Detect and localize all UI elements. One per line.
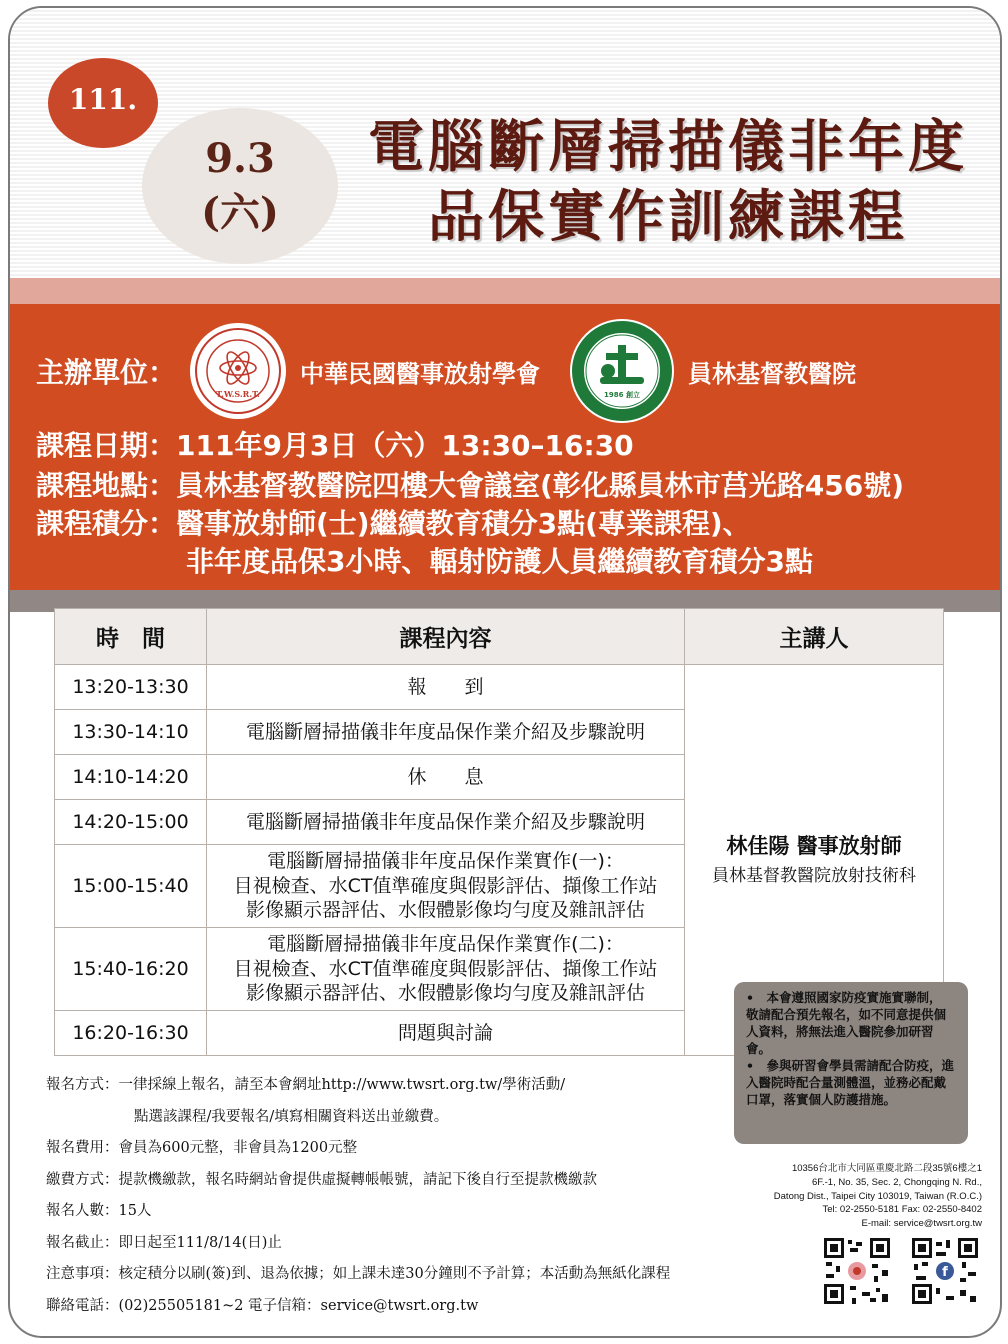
phone-fax: Tel: 02-2550-5181 Fax: 02-2550-8402 — [822, 1204, 982, 1216]
epidemic-notice — [734, 982, 968, 1144]
date-badge-weekday: (六) — [201, 189, 279, 236]
row-content-line: 影像顯示器評估、水假體影像均勻度及雜訊評估 — [245, 982, 645, 1005]
note-deadline: 報名截止：即日起至111/8/14(日)止 — [46, 1234, 282, 1251]
row-content: 問題與討論 — [207, 1011, 685, 1056]
note-payment: 繳費方式：提款機繳款，報名時網站會提供虛擬轉帳帳號，請記下後自行至提款機繳款 — [46, 1171, 597, 1188]
row-content-line: 目視檢查、水CT值準確度與假影評估、擷像工作站 — [233, 874, 658, 897]
twsrt-logo-text: T.W.S.R.T. — [216, 389, 260, 399]
pink-divider — [10, 278, 1000, 304]
svg-text:f: f — [942, 1265, 948, 1280]
row-time: 14:10-14:20 — [55, 755, 207, 800]
host-row — [36, 326, 856, 416]
date-badge — [142, 108, 338, 264]
row-content: 電腦斷層掃描儀非年度品保作業介紹及步驟說明 — [207, 800, 685, 845]
note-registration-method-text: 點選該課程/我要報名/填寫相關資料送出並繳費。 — [134, 1108, 449, 1125]
row-content-line: 電腦斷層掃描儀非年度品保作業實作(一)： — [267, 849, 624, 872]
row-time: 16:20-16:30 — [55, 1011, 207, 1056]
row-time: 15:00-15:40 — [55, 845, 207, 928]
row-time: 13:30-14:10 — [55, 710, 207, 755]
note-registration-method-cont — [46, 1100, 806, 1132]
row-time: 13:20-13:30 — [55, 665, 207, 710]
row-content — [207, 928, 685, 1011]
header-time: 時 間 — [55, 609, 207, 665]
table-row — [55, 665, 944, 710]
row-content-line: 影像顯示器評估、水假體影像均勻度及雜訊評估 — [245, 899, 645, 922]
organizer-1-name: 中華民國醫事放射學會 — [300, 359, 541, 388]
row-content-line: 電腦斷層掃描儀非年度品保作業實作(二)： — [267, 932, 624, 955]
course-date: 課程日期：111年9月3日（六）13:30–16:30 — [36, 429, 634, 462]
note-registration-method: 報名方式：一律採線上報名，請至本會網址http://www.twsrt.org.tw/學術活動/ — [46, 1077, 566, 1094]
contact-address — [740, 1162, 982, 1231]
registration-notes — [46, 1068, 806, 1320]
header-speaker: 主講人 — [685, 609, 944, 665]
address-zh: 10356台北市大同區重慶北路二段35號6樓之1 — [791, 1163, 982, 1174]
ccmf-logo-text: 1986 創立 — [604, 391, 640, 399]
course-credits-continued: 非年度品保3小時、輻射防護人員繼續教育積分3點 — [186, 545, 813, 578]
row-content — [207, 845, 685, 928]
note-fee: 報名費用：會員為600元整，非會員為1200元整 — [46, 1140, 358, 1157]
organizer-2-name: 員林基督教醫院 — [688, 359, 857, 388]
row-content: 報 到 — [207, 665, 685, 710]
row-content: 電腦斷層掃描儀非年度品保作業介紹及步驟說明 — [207, 710, 685, 755]
note-contact: 聯絡電話：(02)25505181~2 電子信箱：service@twsrt.org.tw — [46, 1297, 479, 1314]
website-qr-code-icon[interactable] — [822, 1236, 892, 1306]
row-content-line: 目視檢查、水CT值準確度與假影評估、擷像工作站 — [233, 957, 658, 980]
row-content: 休 息 — [207, 755, 685, 800]
twsrt-logo-icon — [190, 323, 286, 419]
address-en-2: Datong Dist., Taipei City 103019, Taiwan (R.O.C.) — [773, 1190, 982, 1202]
organizer-band — [10, 304, 1000, 590]
note-capacity: 報名人數：15人 — [46, 1203, 152, 1220]
notice-item-1: • 本會遵照國家防疫實施實聯制， 敬請配合預先報名，如不同意提供個人資料，將無法進入醫院參加研習會。 — [746, 990, 948, 1056]
schedule-header-row — [55, 609, 944, 665]
ccmf-logo-icon — [570, 319, 674, 423]
speaker-name: 林佳陽 醫事放射師 — [726, 834, 902, 859]
speaker-department: 員林基督教醫院放射技術科 — [712, 865, 916, 886]
facebook-qr-code-icon[interactable] — [910, 1236, 980, 1306]
course-title-line2: 品保實作訓練課程 — [428, 184, 908, 250]
notice-item-2: • 參與研習會學員需請配合防疫，進入醫院時配合量測體溫，並務必配戴口罩，落實個人防護措施。 — [746, 1058, 954, 1107]
email: E-mail: service@twsrt.org.tw — [861, 1218, 982, 1230]
row-time: 15:40-16:20 — [55, 928, 207, 1011]
course-location: 課程地點：員林基督教醫院四樓大會議室(彰化縣員林市莒光路456號) — [36, 469, 905, 502]
course-title — [332, 112, 1002, 252]
header-content: 課程內容 — [207, 609, 685, 665]
host-label: 主辦單位： — [36, 356, 177, 389]
date-badge-day: 9.3 — [205, 135, 275, 182]
course-title-line1: 電腦斷層掃描儀非年度 — [368, 114, 968, 180]
row-time: 14:20-15:00 — [55, 800, 207, 845]
address-en-1: 6F.-1, No. 35, Sec. 2, Chongqing N. Rd., — [811, 1176, 982, 1188]
year-badge: 111. — [48, 58, 158, 148]
course-credits: 課程積分：醫事放射師(士)繼續教育積分3點(專業課程)、 — [36, 507, 751, 540]
note-remarks: 注意事項：核定積分以刷(簽)到、退為依據；如上課未達30分鐘則不予計算；本活動為無紙化課程 — [46, 1266, 671, 1283]
